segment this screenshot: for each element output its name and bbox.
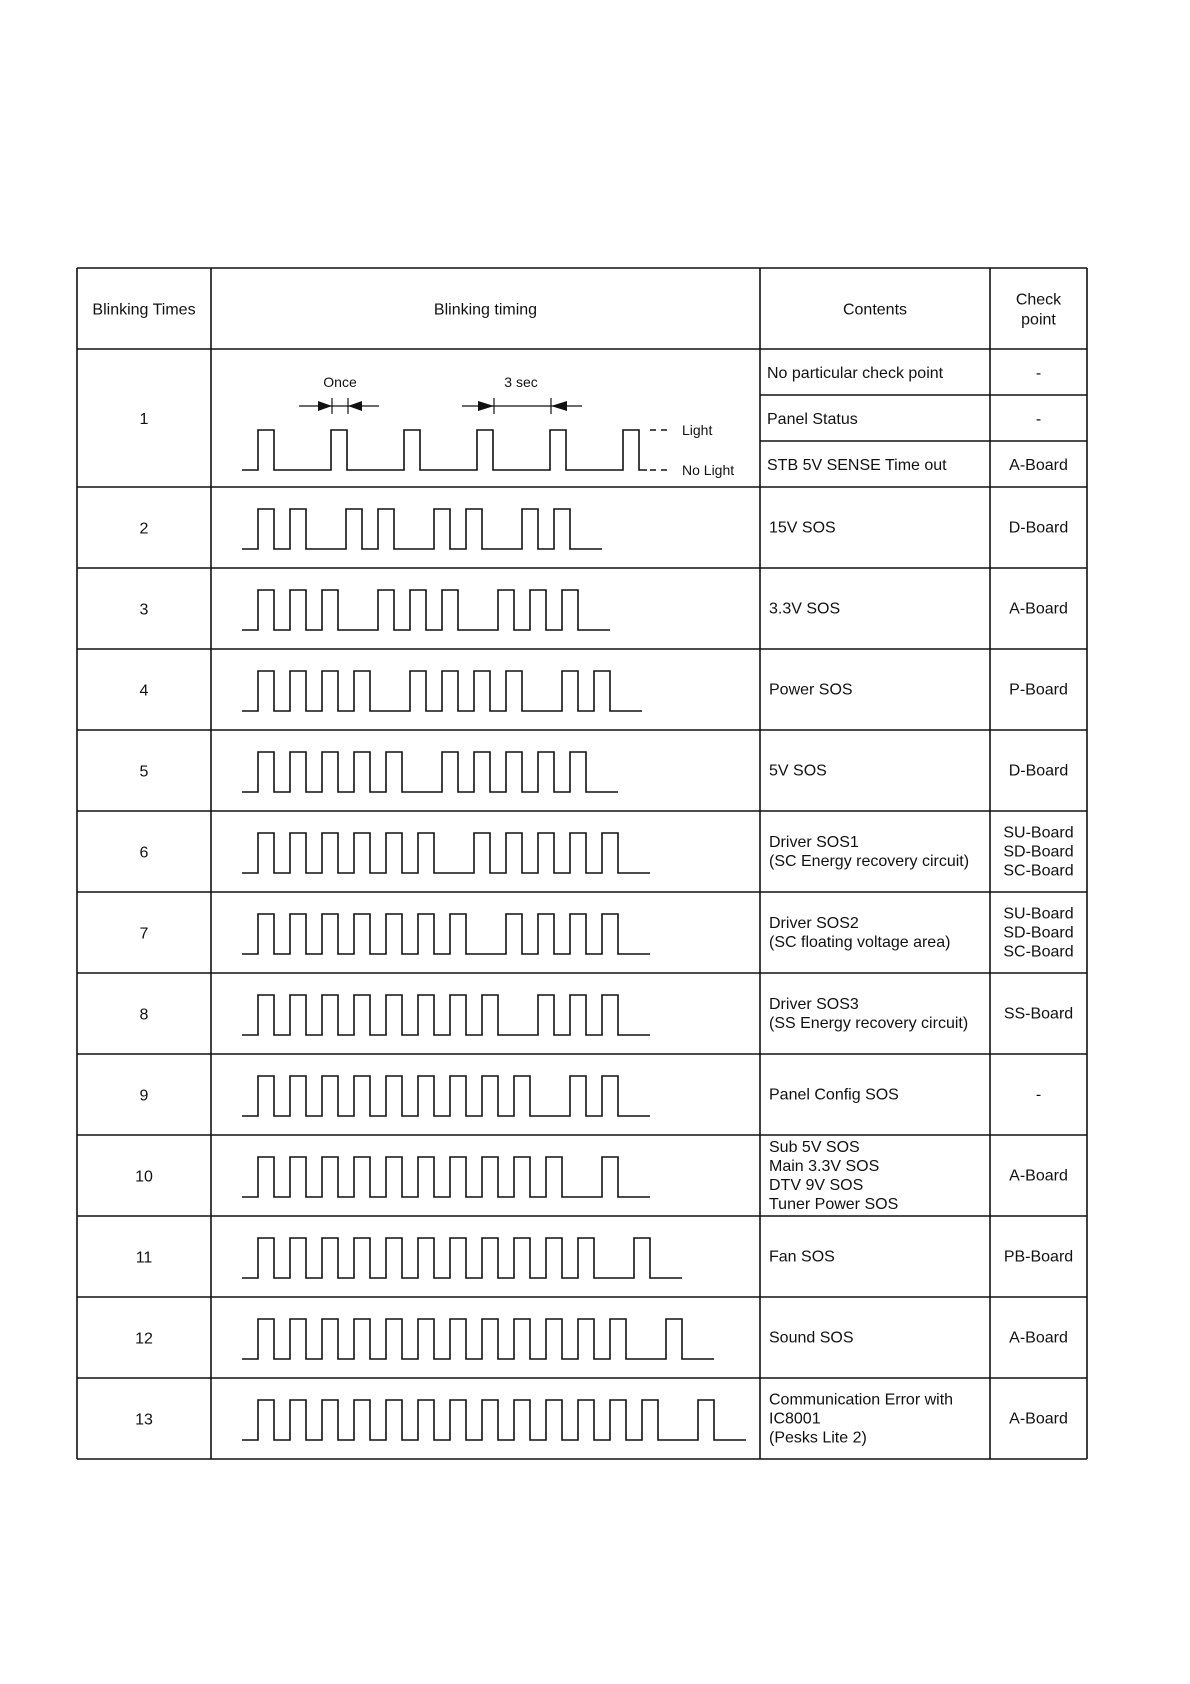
row-13-waveform bbox=[242, 1400, 746, 1440]
row-5-check-point-line-1: D-Board bbox=[1008, 762, 1069, 780]
row-8-blinking-times: 8 bbox=[139, 1006, 149, 1024]
row-13-contents-line-2: IC8001 bbox=[769, 1410, 821, 1428]
row-11-contents-line-1: Fan SOS bbox=[769, 1248, 835, 1266]
row-10-check-point-line-1: A-Board bbox=[1009, 1167, 1068, 1185]
row-10-blinking-times: 10 bbox=[135, 1168, 153, 1186]
row1-contents-3: STB 5V SENSE Time out bbox=[767, 457, 947, 474]
row-12-contents-line-1: Sound SOS bbox=[769, 1329, 854, 1347]
row-13-check-point-line-1: A-Board bbox=[1009, 1410, 1068, 1428]
row-7-contents-line-2: (SC floating voltage area) bbox=[769, 934, 951, 951]
row-3-contents-line-1: 3.3V SOS bbox=[769, 600, 841, 618]
row-7-check-point-line-1: SU-Board bbox=[1003, 905, 1074, 923]
row-10-contents-line-3: DTV 9V SOS bbox=[769, 1177, 864, 1194]
row-12-waveform bbox=[242, 1319, 714, 1359]
row-11-check-point-line-1: PB-Board bbox=[1003, 1248, 1074, 1266]
header-check-point: Check bbox=[1015, 291, 1062, 309]
row-8-contents-line-1: Driver SOS3 bbox=[769, 996, 859, 1013]
header-blinking-timing: Blinking timing bbox=[433, 301, 538, 319]
row-5-contents-line-1: 5V SOS bbox=[769, 762, 827, 780]
row-2-waveform bbox=[242, 509, 602, 549]
row-6-check-point-line-3: SC-Board bbox=[1003, 862, 1074, 880]
row-9-waveform bbox=[242, 1076, 650, 1116]
row-10-contents-line-2: Main 3.3V SOS bbox=[769, 1158, 880, 1175]
header-check-point: point bbox=[1021, 311, 1056, 329]
row-3-blinking-times: 3 bbox=[139, 601, 149, 619]
row1-blinking-times: 1 bbox=[139, 411, 149, 428]
row-7-waveform bbox=[242, 914, 650, 954]
row-6-check-point-line-1: SU-Board bbox=[1003, 824, 1074, 842]
once-arrow-icon bbox=[348, 401, 362, 411]
row-12-check-point-line-1: A-Board bbox=[1009, 1329, 1068, 1347]
legend-once: Once bbox=[323, 374, 357, 390]
row-11-blinking-times: 11 bbox=[135, 1249, 153, 1267]
row-6-blinking-times: 6 bbox=[139, 844, 149, 862]
legend-no-light: No Light bbox=[682, 462, 735, 478]
row-8-contents-line-2: (SS Energy recovery circuit) bbox=[769, 1015, 969, 1032]
row-10-contents-line-4: Tuner Power SOS bbox=[769, 1196, 899, 1213]
row-4-blinking-times: 4 bbox=[139, 682, 149, 700]
row-10-waveform bbox=[242, 1157, 650, 1197]
row1-check-point-2: - bbox=[1035, 411, 1042, 428]
row-6-contents-line-2: (SC Energy recovery circuit) bbox=[769, 853, 970, 870]
row1-check-point-1: - bbox=[1035, 365, 1042, 382]
row-5-waveform bbox=[242, 752, 618, 792]
row-2-blinking-times: 2 bbox=[139, 520, 149, 538]
row-7-check-point-line-2: SD-Board bbox=[1003, 924, 1074, 942]
row-2-contents-line-1: 15V SOS bbox=[769, 519, 836, 537]
row-5-blinking-times: 5 bbox=[139, 763, 149, 781]
row-4-contents-line-1: Power SOS bbox=[769, 681, 853, 699]
row-2-check-point-line-1: D-Board bbox=[1008, 519, 1069, 537]
row-7-check-point-line-3: SC-Board bbox=[1003, 943, 1074, 961]
row1-waveform bbox=[242, 430, 647, 470]
row-4-check-point-line-1: P-Board bbox=[1009, 681, 1068, 699]
row-13-blinking-times: 13 bbox=[135, 1411, 153, 1429]
row-4-waveform bbox=[242, 671, 642, 711]
legend-three-sec: 3 sec bbox=[504, 374, 538, 390]
legend-light: Light bbox=[682, 422, 713, 438]
row-3-waveform bbox=[242, 590, 610, 630]
row-6-waveform bbox=[242, 833, 650, 873]
once-arrow-icon bbox=[318, 401, 332, 411]
row-10-contents-line-1: Sub 5V SOS bbox=[769, 1139, 860, 1156]
header-blinking-times: Blinking Times bbox=[92, 301, 196, 319]
row-6-contents-line-1: Driver SOS1 bbox=[769, 834, 859, 851]
row-8-check-point-line-1: SS-Board bbox=[1003, 1005, 1074, 1023]
row-9-check-point-line-1: - bbox=[1035, 1086, 1042, 1104]
row-11-waveform bbox=[242, 1238, 682, 1278]
row-7-contents-line-1: Driver SOS2 bbox=[769, 915, 859, 932]
row-7-blinking-times: 7 bbox=[139, 925, 149, 943]
three-sec-arrow-icon bbox=[551, 401, 567, 411]
row-9-blinking-times: 9 bbox=[139, 1087, 149, 1105]
row-12-blinking-times: 12 bbox=[135, 1330, 153, 1348]
header-contents: Contents bbox=[842, 301, 908, 319]
row-3-check-point-line-1: A-Board bbox=[1009, 600, 1068, 618]
row1-contents-1: No particular check point bbox=[767, 365, 944, 382]
row-6-check-point-line-2: SD-Board bbox=[1003, 843, 1074, 861]
row-8-waveform bbox=[242, 995, 650, 1035]
row-13-contents-line-3: (Pesks Lite 2) bbox=[769, 1429, 867, 1447]
row-9-contents-line-1: Panel Config SOS bbox=[769, 1086, 899, 1104]
row-13-contents-line-1: Communication Error with bbox=[769, 1391, 954, 1409]
row1-check-point-3: A-Board bbox=[1009, 457, 1068, 474]
three-sec-arrow-icon bbox=[478, 401, 494, 411]
row1-contents-2: Panel Status bbox=[767, 411, 858, 428]
table-content bbox=[92, 292, 1073, 1447]
